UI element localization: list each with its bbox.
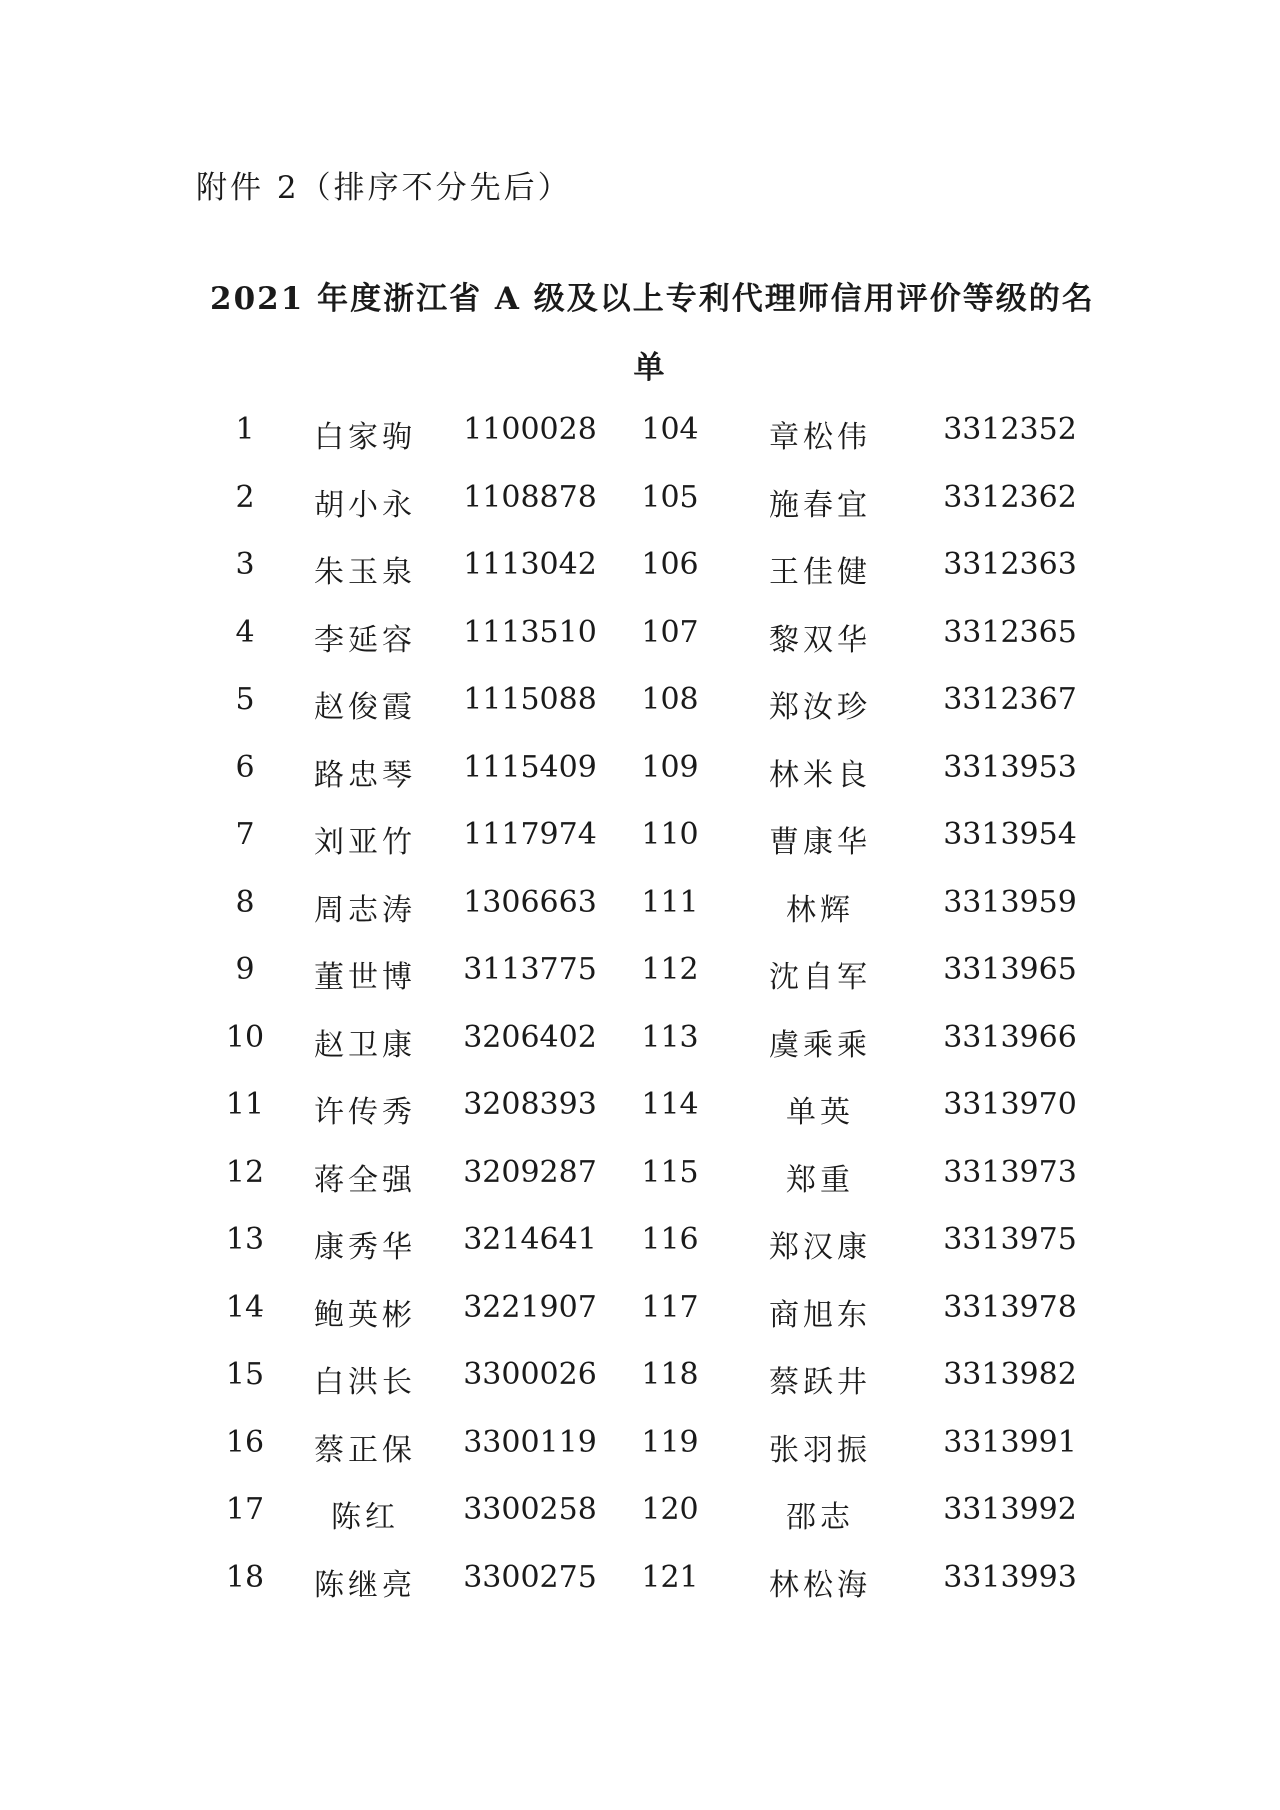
agent-name-right: 沈自军 xyxy=(769,960,871,995)
agent-name-right: 蔡跃井 xyxy=(769,1365,871,1400)
agent-code-left: 3214641 xyxy=(463,1222,597,1257)
serial-number-left: 17 xyxy=(225,1492,265,1527)
agent-name-right: 林辉 xyxy=(786,892,854,928)
agent-name-right: 林松海 xyxy=(769,1567,871,1603)
agent-code-left: 1115409 xyxy=(463,749,597,785)
agent-code-right: 3313970 xyxy=(943,1087,1077,1122)
agent-name-left: 胡小永 xyxy=(314,487,416,523)
agent-code-left: 3206402 xyxy=(463,1019,597,1055)
agent-code-right: 3312363 xyxy=(943,547,1077,582)
agent-code-right: 3313953 xyxy=(943,749,1077,785)
document-title-line-2: 单 xyxy=(633,350,667,386)
serial-number-right: 115 xyxy=(641,1154,699,1190)
agent-code-right: 3313993 xyxy=(943,1559,1077,1595)
serial-number-left: 9 xyxy=(235,952,255,987)
agent-name-right: 单英 xyxy=(786,1095,854,1130)
agent-code-right: 3313966 xyxy=(943,1019,1077,1055)
list-row xyxy=(0,1482,1280,1550)
list-row xyxy=(0,537,1280,605)
serial-number-left: 10 xyxy=(225,1019,265,1055)
serial-number-right: 116 xyxy=(641,1222,699,1257)
agent-code-left: 3209287 xyxy=(463,1154,597,1190)
list-row xyxy=(0,672,1280,740)
agent-code-left: 3113775 xyxy=(463,952,597,987)
list-row xyxy=(0,1415,1280,1483)
serial-number-right: 118 xyxy=(641,1357,699,1392)
agent-name-left: 李延容 xyxy=(314,622,416,658)
list-row xyxy=(0,807,1280,875)
agent-code-left: 3300275 xyxy=(463,1559,597,1595)
serial-number-left: 6 xyxy=(235,749,255,785)
agent-code-right: 3313965 xyxy=(943,952,1077,987)
serial-number-right: 108 xyxy=(641,682,699,717)
serial-number-left: 8 xyxy=(235,884,255,920)
list-row xyxy=(0,1550,1280,1618)
document-title-line-1: 2021 年度浙江省 A 级及以上专利代理师信用评价等级的名 xyxy=(210,281,1095,317)
serial-number-right: 105 xyxy=(641,479,699,515)
agent-name-left: 周志涛 xyxy=(314,892,416,928)
agent-name-right: 郑重 xyxy=(786,1162,854,1198)
annex-label: 附件 2（排序不分先后） xyxy=(196,170,572,206)
agent-code-right: 3313991 xyxy=(943,1424,1077,1460)
agent-name-left: 鲍英彬 xyxy=(314,1297,416,1333)
agent-code-right: 3313975 xyxy=(943,1222,1077,1257)
agent-code-left: 1306663 xyxy=(463,884,597,920)
agent-code-right: 3313973 xyxy=(943,1154,1077,1190)
agent-name-right: 张羽振 xyxy=(769,1432,871,1468)
list-row xyxy=(0,470,1280,538)
agent-name-left: 康秀华 xyxy=(314,1230,416,1265)
list-row xyxy=(0,402,1280,470)
agent-code-left: 1115088 xyxy=(463,682,597,717)
agent-name-right: 施春宜 xyxy=(769,487,871,523)
agent-list xyxy=(0,402,1280,1617)
serial-number-right: 120 xyxy=(641,1492,699,1527)
agent-code-right: 3312352 xyxy=(943,412,1077,447)
serial-number-left: 12 xyxy=(225,1154,265,1190)
agent-name-right: 虞乘乘 xyxy=(769,1027,871,1063)
agent-name-right: 黎双华 xyxy=(769,622,871,658)
list-row xyxy=(0,1347,1280,1415)
agent-name-left: 陈继亮 xyxy=(314,1567,416,1603)
agent-name-right: 曹康华 xyxy=(769,825,871,860)
serial-number-right: 110 xyxy=(641,817,699,852)
agent-code-right: 3313982 xyxy=(943,1357,1077,1392)
serial-number-left: 1 xyxy=(235,412,255,447)
list-row xyxy=(0,740,1280,808)
agent-code-left: 1113510 xyxy=(463,614,597,650)
agent-name-left: 赵卫康 xyxy=(314,1027,416,1063)
agent-name-left: 赵俊霞 xyxy=(314,690,416,725)
agent-code-right: 3312362 xyxy=(943,479,1077,515)
list-row xyxy=(0,1212,1280,1280)
agent-code-left: 3300026 xyxy=(463,1357,597,1392)
serial-number-right: 114 xyxy=(641,1087,699,1122)
agent-name-right: 郑汝珍 xyxy=(769,690,871,725)
list-row xyxy=(0,1145,1280,1213)
agent-name-right: 林米良 xyxy=(769,757,871,793)
serial-number-right: 113 xyxy=(641,1019,699,1055)
agent-code-left: 1100028 xyxy=(463,412,597,447)
list-row xyxy=(0,1077,1280,1145)
agent-code-left: 1117974 xyxy=(463,817,597,852)
list-row xyxy=(0,1280,1280,1348)
serial-number-left: 4 xyxy=(235,614,255,650)
list-row xyxy=(0,1010,1280,1078)
serial-number-left: 5 xyxy=(235,682,255,717)
agent-name-left: 蒋全强 xyxy=(314,1162,416,1198)
serial-number-left: 18 xyxy=(225,1559,265,1595)
serial-number-right: 117 xyxy=(641,1289,699,1325)
agent-name-left: 陈红 xyxy=(331,1500,399,1535)
agent-name-left: 路忠琴 xyxy=(314,757,416,793)
list-row xyxy=(0,605,1280,673)
serial-number-left: 15 xyxy=(225,1357,265,1392)
serial-number-right: 112 xyxy=(641,952,699,987)
serial-number-left: 13 xyxy=(225,1222,265,1257)
agent-name-right: 商旭东 xyxy=(769,1297,871,1333)
agent-code-right: 3313992 xyxy=(943,1492,1077,1527)
agent-name-right: 邵志 xyxy=(786,1500,854,1535)
list-row xyxy=(0,942,1280,1010)
agent-code-right: 3312365 xyxy=(943,614,1077,650)
serial-number-right: 121 xyxy=(641,1559,699,1595)
serial-number-left: 11 xyxy=(225,1087,265,1122)
agent-name-left: 白家驹 xyxy=(314,420,416,455)
serial-number-left: 14 xyxy=(225,1289,265,1325)
agent-code-left: 3300258 xyxy=(463,1492,597,1527)
agent-code-left: 1113042 xyxy=(463,547,597,582)
agent-name-left: 朱玉泉 xyxy=(314,555,416,590)
agent-code-left: 1108878 xyxy=(463,479,597,515)
agent-name-left: 白洪长 xyxy=(314,1365,416,1400)
agent-code-left: 3208393 xyxy=(463,1087,597,1122)
serial-number-right: 107 xyxy=(641,614,699,650)
serial-number-left: 7 xyxy=(235,817,255,852)
agent-code-right: 3313954 xyxy=(943,817,1077,852)
serial-number-left: 2 xyxy=(235,479,255,515)
agent-name-left: 董世博 xyxy=(314,960,416,995)
agent-name-right: 郑汉康 xyxy=(769,1230,871,1265)
serial-number-right: 111 xyxy=(641,884,699,920)
agent-code-left: 3300119 xyxy=(463,1424,597,1460)
agent-code-right: 3313978 xyxy=(943,1289,1077,1325)
agent-name-left: 许传秀 xyxy=(314,1095,416,1130)
agent-code-right: 3312367 xyxy=(943,682,1077,717)
agent-code-left: 3221907 xyxy=(463,1289,597,1325)
agent-name-right: 章松伟 xyxy=(769,420,871,455)
agent-name-left: 蔡正保 xyxy=(314,1432,416,1468)
serial-number-left: 3 xyxy=(235,547,255,582)
agent-name-right: 王佳健 xyxy=(769,555,871,590)
agent-code-right: 3313959 xyxy=(943,884,1077,920)
serial-number-right: 106 xyxy=(641,547,699,582)
serial-number-left: 16 xyxy=(225,1424,265,1460)
serial-number-right: 109 xyxy=(641,749,699,785)
serial-number-right: 104 xyxy=(641,412,699,447)
agent-name-left: 刘亚竹 xyxy=(314,825,416,860)
serial-number-right: 119 xyxy=(641,1424,699,1460)
list-row xyxy=(0,875,1280,943)
